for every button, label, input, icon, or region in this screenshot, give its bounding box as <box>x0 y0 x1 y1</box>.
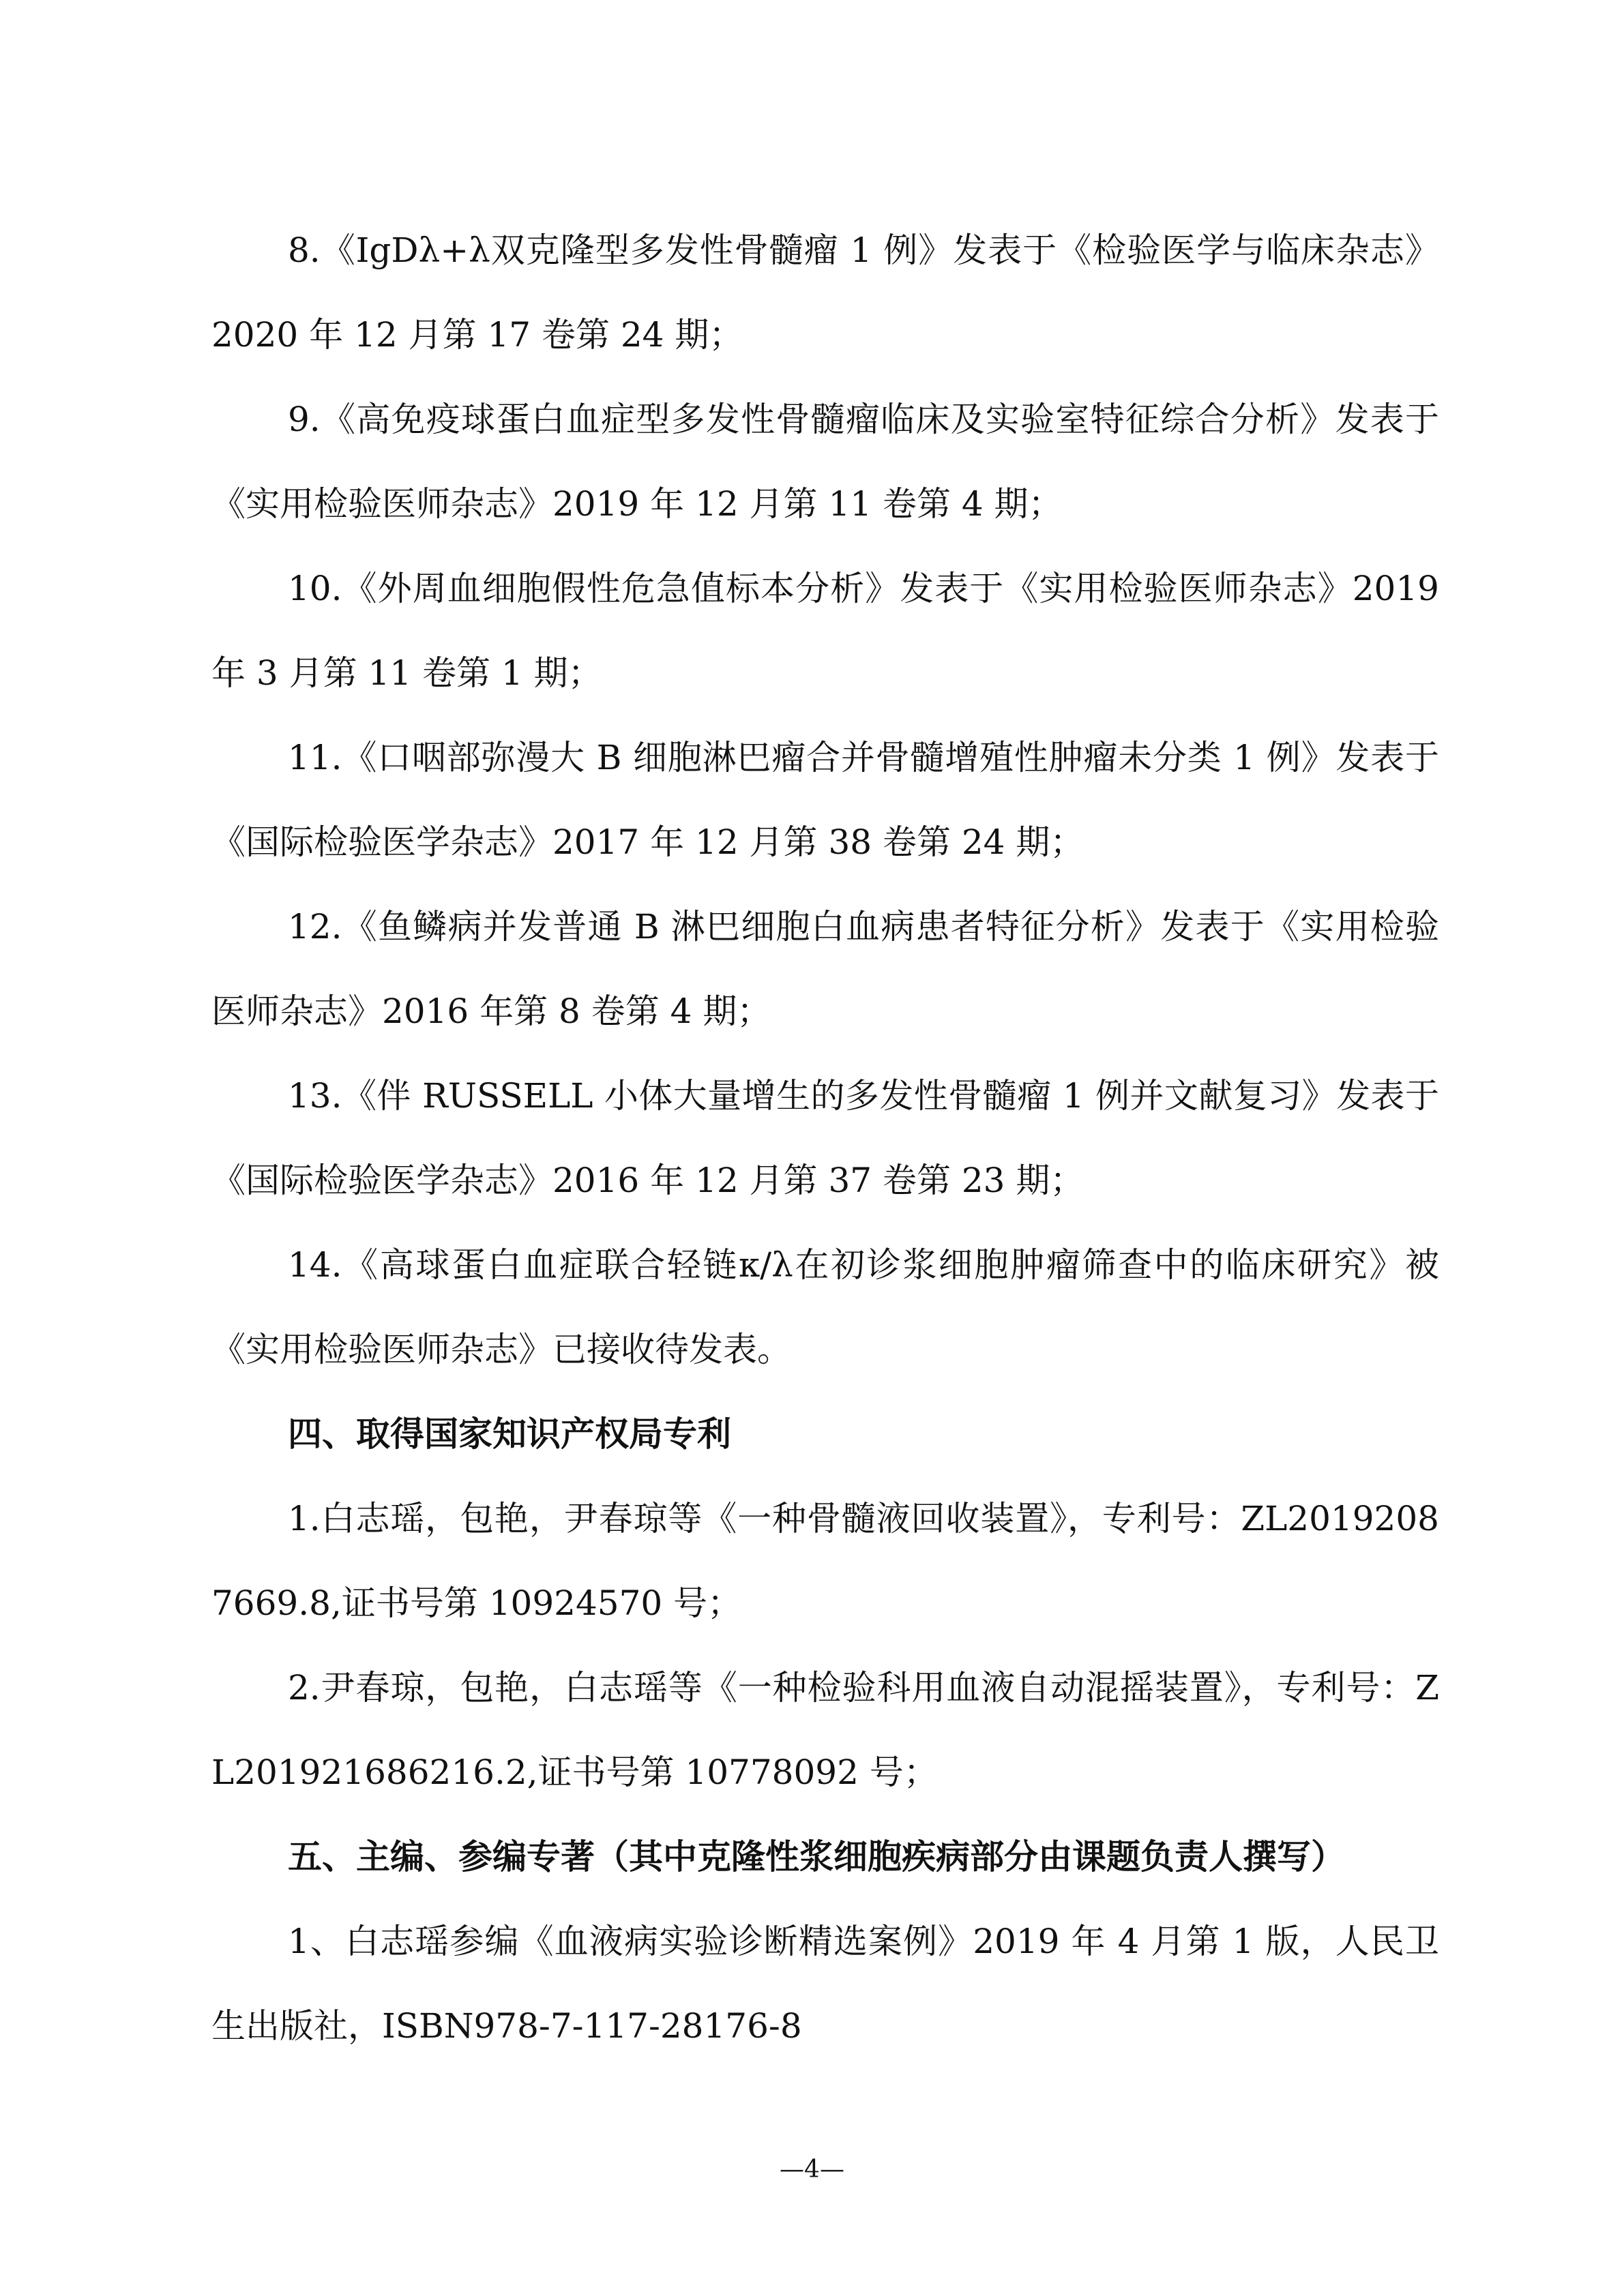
reference-item-11: 11.《口咽部弥漫大 B 细胞淋巴瘤合并骨髓增殖性肿瘤未分类 1 例》发表于《国际检验医学杂志》2017 年 12 月第 38 卷第 24 期； <box>211 738 1439 862</box>
monograph-item-1: 1、白志瑶参编《血液病实验诊断精选案例》2019 年 4 月第 1 版，人民卫生出版社，ISBN978-7-117-28176-8 <box>211 1922 1439 2046</box>
reference-item-13: 13.《伴 RUSSELL 小体大量增生的多发性骨髓瘤 1 例并文献复习》发表于《国际检验医学杂志》2016 年 12 月第 37 卷第 23 期； <box>211 1076 1439 1200</box>
reference-item-8: 8.《IgDλ+λ双克隆型多发性骨髓瘤 1 例》发表于《检验医学与临床杂志》2020 年 12 月第 17 卷第 24 期； <box>211 230 1439 355</box>
reference-item-12: 12.《鱼鳞病并发普通 B 淋巴细胞白血病患者特征分析》发表于《实用检验医师杂志》2016 年第 8 卷第 4 期； <box>211 907 1439 1031</box>
reference-item-14: 14.《高球蛋白血症联合轻链κ/λ在初诊浆细胞肿瘤筛查中的临床研究》被《实用检验医师杂志》已接收待发表。 <box>211 1245 1439 1369</box>
patent-item-1: 1.白志瑶，包艳，尹春琼等《一种骨髓液回收装置》，专利号：ZL20192087669.8,证书号第 10924570 号； <box>211 1499 1439 1623</box>
section-heading-patents: 四、取得国家知识产权局专利 <box>288 1414 731 1454</box>
section-heading-monographs: 五、主编、参编专著（其中克隆性浆细胞疾病部分由课题负责人撰写） <box>288 1836 1345 1877</box>
document-body <box>211 208 1439 2068</box>
patent-item-2: 2.尹春琼，包艳，白志瑶等《一种检验科用血液自动混摇装置》，专利号：ZL201921686216.2,证书号第 10778092 号； <box>211 1668 1439 1792</box>
page-number: —4— <box>780 2156 844 2183</box>
reference-item-9: 9.《高免疫球蛋白血症型多发性骨髓瘤临床及实验室特征综合分析》发表于《实用检验医师杂志》2019 年 12 月第 11 卷第 4 期； <box>211 400 1439 524</box>
reference-item-10: 10.《外周血细胞假性危急值标本分析》发表于《实用检验医师杂志》2019 年 3 月第 11 卷第 1 期； <box>211 569 1439 693</box>
